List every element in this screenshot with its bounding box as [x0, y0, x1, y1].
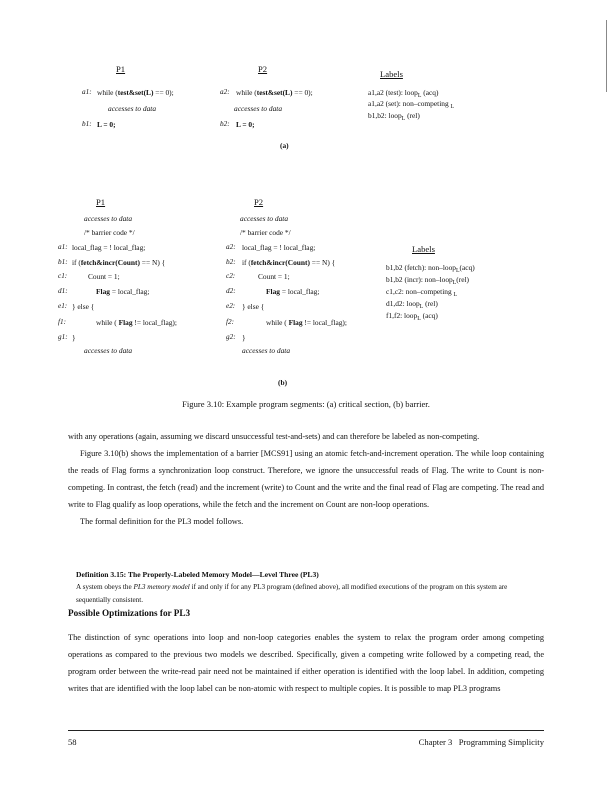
fig-b-label-item: c1,c2: non–competing $_L$	[386, 287, 458, 298]
fig-b-p1-line-code: while ( Flag != local_flag);	[96, 318, 177, 327]
section-text	[68, 630, 544, 698]
fig-a-b1-code: L = 0;	[97, 120, 116, 129]
fig-b-p2-line-label: a2:	[226, 243, 236, 251]
fig-a-p2-access: accesses to data	[234, 104, 283, 113]
fig-b-p1-comment: /* barrier code */	[84, 228, 135, 237]
fig-a-p2-header: P2	[258, 64, 268, 74]
body-text	[68, 429, 544, 530]
page-number: 58	[68, 737, 77, 747]
paragraph: The distinction of sync operations into loop and non-loop categories enables the system to relax the program order among competing operations as compared to the previous two models we described. Specifically, given a competing write followed by a competing read, the program order between the write-read pair need not be maintained if either operation is identified with the loop label. In addition, competing writes that are identified with the loop label can be non-atomic with respect to multiple copies. It is possible to map PL3 programs	[68, 633, 544, 693]
fig-b-p1-line-code: Flag = local_flag;	[96, 287, 150, 296]
fig-b-p1-line-code: if (fetch&incr(Count) == N) {	[72, 258, 166, 267]
fig-b-p1-access-top: accesses to data	[84, 214, 133, 223]
fig-b-p1-line-code: local_flag = ! local_flag;	[72, 243, 146, 252]
footer-rule	[68, 730, 544, 731]
definition-title: Definition 3.15: The Properly-Labeled Memory Model—Level Three (PL3)	[76, 570, 319, 579]
fig-b-p2-line-label: g2:	[226, 333, 236, 341]
fig-a-caption: (a)	[280, 141, 289, 150]
fig-b-p1-line-label: f1:	[58, 318, 66, 326]
fig-b-caption: (b)	[278, 378, 288, 387]
fig-b-p2-line-code: Count = 1;	[258, 272, 290, 281]
fig-b-p1-line-code: } else {	[72, 302, 95, 311]
paragraph: The formal definition for the PL3 model follows.	[80, 516, 244, 526]
chapter-title: Chapter 3 Programming Simplicity	[418, 737, 544, 747]
fig-b-p2-line-code: Flag = local_flag;	[266, 287, 320, 296]
fig-b-p1-line-label: b1:	[58, 258, 68, 266]
fig-b-p1-line-code: }	[72, 333, 76, 342]
fig-b-p2-line-code: } else {	[242, 302, 265, 311]
fig-a-labels-header: Labels	[380, 69, 403, 79]
fig-a-label-1: a1,a2 (test): loop$_L$ (acq)	[368, 88, 439, 99]
fig-a-label-2: a1,a2 (set): non–competing $_L$	[368, 99, 455, 110]
fig-b-p1-line-code: Count = 1;	[88, 272, 120, 281]
fig-b-p2-line-code: if (fetch&incr(Count) == N) {	[242, 258, 336, 267]
fig-b-p2-line-label: c2:	[226, 272, 236, 280]
fig-b-p1-line-label: g1:	[58, 333, 68, 341]
figure-caption: Figure 3.10: Example program segments: (a) critical section, (b) barrier.	[182, 399, 430, 409]
fig-a-p1-header: P1	[116, 64, 126, 74]
fig-b-p2-line-label: f2:	[226, 318, 234, 326]
fig-b-label-item: b1,b2 (incr): non–loop$_L$(rel)	[386, 275, 469, 286]
fig-b-p1-line-label: c1:	[58, 272, 68, 280]
fig-b-p1-header: P1	[96, 197, 106, 207]
fig-b-p2-line-label: b2:	[226, 258, 236, 266]
definition-block	[76, 570, 536, 606]
fig-a-b2-code: L = 0;	[236, 120, 255, 129]
fig-b-p2-line-code: local_flag = ! local_flag;	[242, 243, 316, 252]
fig-b-p2-line-label: d2:	[226, 287, 236, 295]
fig-a-a1-label: a1:	[82, 88, 92, 96]
fig-a-a2-label: a2:	[220, 88, 230, 96]
fig-a-p1-access: accesses to data	[108, 104, 157, 113]
fig-b-p2-header: P2	[254, 197, 264, 207]
fig-b-p2-access-top: accesses to data	[240, 214, 289, 223]
fig-b-p1-line-label: d1:	[58, 287, 68, 295]
fig-b-p1-line-label: e1:	[58, 302, 68, 310]
fig-b-label-item: f1,f2: loop$_L$ (acq)	[386, 311, 438, 322]
paragraph: Figure 3.10(b) shows the implementation of a barrier [MCS91] using an atomic fetch-and-increment operation. The while loop containing the reads of Flag forms a synchronization loop construct. Therefore, we ignore the unsuccessful reads of Flag. The write to Count is non-competing. In contrast, the fetch (read) and the increment (write) to Count and the write and the final read of Flag are competing. The read and write to Flag qualify as loop operations, while the fetch and the increment on Count are non-loop operations.	[68, 448, 544, 509]
fig-a-b2-label: b2:	[220, 120, 230, 128]
paragraph: with any operations (again, assuming we discard unsuccessful test-and-sets) and can therefore be labeled as non-competing.	[68, 432, 480, 441]
definition-text: A system obeys the PL3 memory model if and only if for any PL3 program (defined above), all modified executions of the program on this system are sequentially consistent.	[76, 583, 508, 604]
fig-a-a2-code: while (test&set(L) == 0);	[236, 88, 313, 97]
fig-b-p2-comment: /* barrier code */	[240, 228, 291, 237]
fig-b-p2-line-code: while ( Flag != local_flag);	[266, 318, 347, 327]
fig-b-p2-access-bottom: accesses to data	[242, 346, 291, 355]
fig-b-p1-line-label: a1:	[58, 243, 68, 251]
fig-b-p2-line-code: }	[242, 333, 246, 342]
fig-b-labels-header: Labels	[412, 244, 435, 254]
section-heading: Possible Optimizations for PL3	[68, 608, 191, 618]
fig-b-p2-line-label: e2:	[226, 302, 236, 310]
scan-edge-line	[606, 20, 607, 92]
fig-b-label-item: d1,d2: loop$_L$ (rel)	[386, 299, 438, 310]
fig-a-b1-label: b1:	[82, 120, 92, 128]
fig-a-a1-code: while (test&set(L) == 0);	[97, 88, 174, 97]
fig-b-p1-access-bottom: accesses to data	[84, 346, 133, 355]
fig-a-label-3: b1,b2: loop$_L$ (rel)	[368, 111, 420, 122]
fig-b-label-item: b1,b2 (fetch): non–loop$_L$(acq)	[386, 263, 475, 274]
